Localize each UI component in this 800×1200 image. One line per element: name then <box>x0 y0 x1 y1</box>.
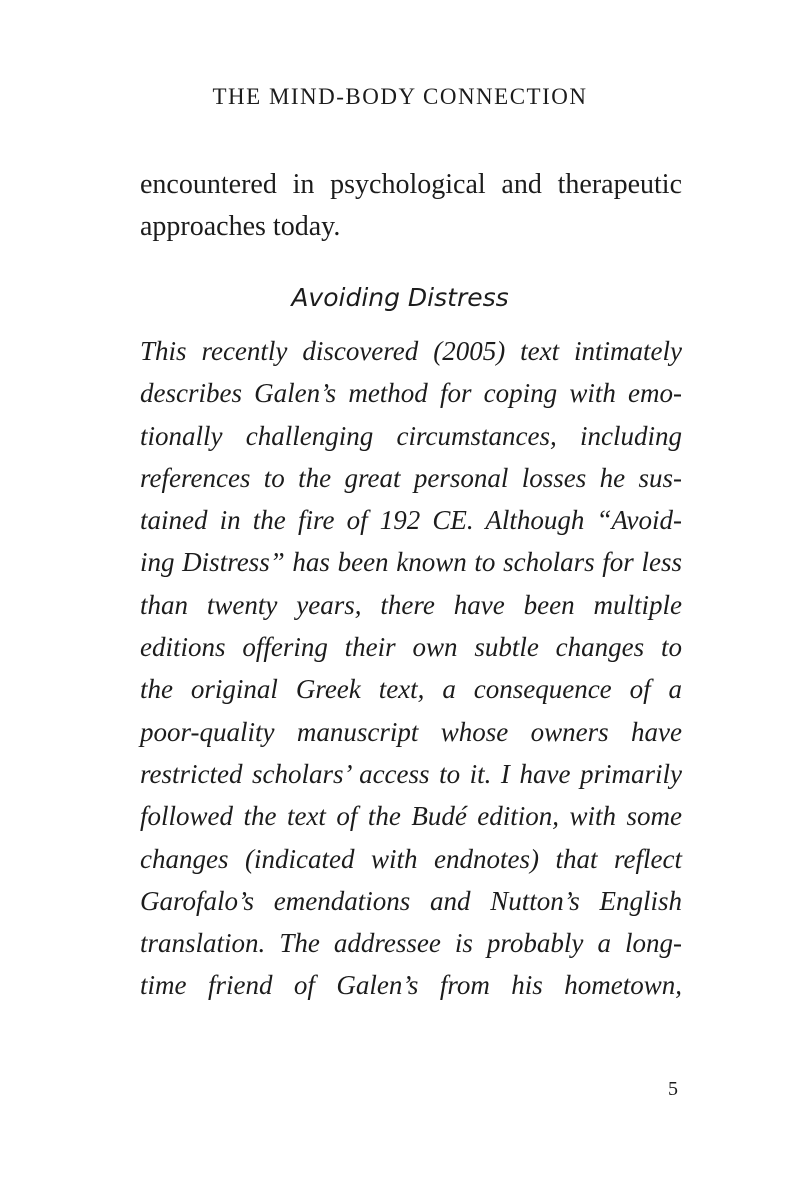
text-line: restricted scholars’ access to it. I have primarily <box>140 758 682 789</box>
section-heading: Avoiding Distress <box>291 283 509 312</box>
text-line: poor-quality manuscript whose owners have <box>140 716 682 747</box>
text-line: tained in the fire of 192 CE. Although “Avoid- <box>140 505 682 536</box>
text-line: references to the great personal losses he sus- <box>140 462 682 493</box>
text-line: followed the text of the Budé edition, with some <box>140 801 682 832</box>
text-line: Garofalo’s emendations and Nutton’s English <box>140 885 682 916</box>
text-line: time friend of Galen’s from his hometown, <box>140 970 682 1001</box>
section-intro-paragraph <box>140 330 682 1007</box>
text-line: This recently discovered (2005) text intimately <box>140 336 682 366</box>
text-line: ing Distress” has been known to scholars for less <box>140 547 682 578</box>
text-line: the original Greek text, a consequence of a <box>140 674 682 705</box>
text-line: than twenty years, there have been multiple <box>140 589 682 620</box>
text-line: tionally challenging circumstances, including <box>140 420 682 451</box>
running-head: THE MIND-BODY CONNECTION <box>212 84 588 109</box>
text-line: editions offering their own subtle changes to <box>140 632 682 663</box>
text-line: describes Galen’s method for coping with emo- <box>140 378 682 409</box>
intro-paragraph <box>140 164 682 248</box>
text-line: encountered in psychological and therapeutic <box>140 169 682 200</box>
text-line: translation. The addressee is probably a long- <box>140 928 682 959</box>
text-line: approaches today. <box>140 211 341 242</box>
text-line: changes (indicated with endnotes) that reflect <box>140 843 682 874</box>
page-number: 5 <box>668 1078 678 1100</box>
